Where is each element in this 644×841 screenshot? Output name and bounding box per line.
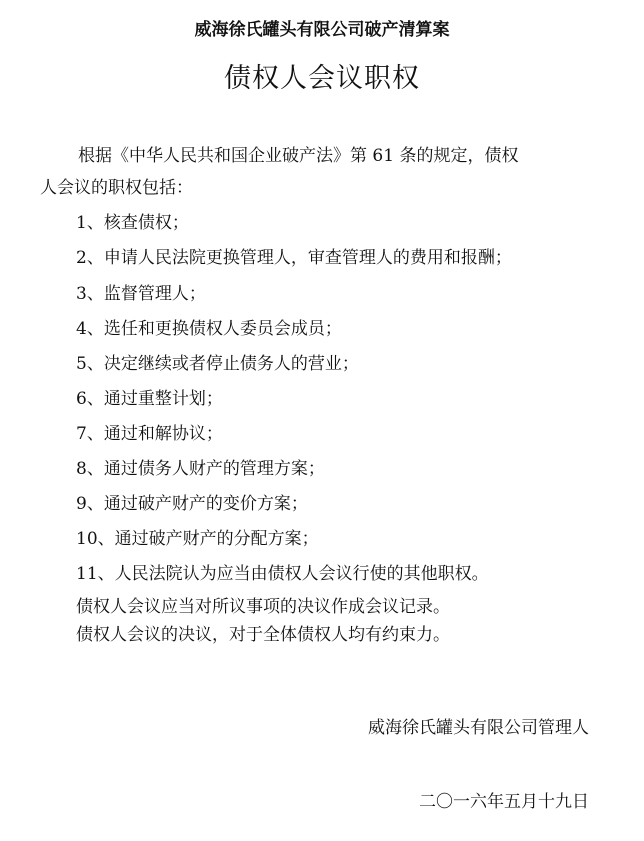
list-item: 6、通过重整计划；: [76, 389, 223, 409]
list-item: 11、人民法院认为应当由债权人会议行使的其他职权。: [76, 564, 489, 584]
list-item: 2、申请人民法院更换管理人，审查管理人的费用和报酬；: [76, 248, 512, 268]
closing-line: 债权人会议应当对所议事项的决议作成会议记录。: [76, 597, 450, 617]
list-item: 3、监督管理人；: [76, 284, 206, 304]
list-item: 5、决定继续或者停止债务人的营业；: [76, 354, 359, 374]
list-item: 1、核查债权；: [76, 213, 189, 233]
list-item: 7、通过和解协议；: [76, 424, 223, 444]
list-item: 8、通过债务人财产的管理方案；: [76, 459, 325, 479]
intro-line: 根据《中华人民共和国企业破产法》第 61 条的规定，债权: [78, 146, 519, 166]
closing-line: 债权人会议的决议，对于全体债权人均有约束力。: [76, 625, 450, 645]
list-item: 4、选任和更换债权人委员会成员；: [76, 319, 342, 339]
document-title: 债权人会议职权: [224, 63, 420, 94]
intro-line: 人会议的职权包括：: [40, 178, 193, 198]
signature-date: 二〇一六年五月十九日: [419, 792, 589, 812]
list-item: 10、通过破产财产的分配方案；: [76, 529, 319, 549]
signer-name: 威海徐氏罐头有限公司管理人: [368, 718, 589, 738]
list-item: 9、通过破产财产的变价方案；: [76, 494, 308, 514]
case-title: 威海徐氏罐头有限公司破产清算案: [194, 20, 450, 40]
